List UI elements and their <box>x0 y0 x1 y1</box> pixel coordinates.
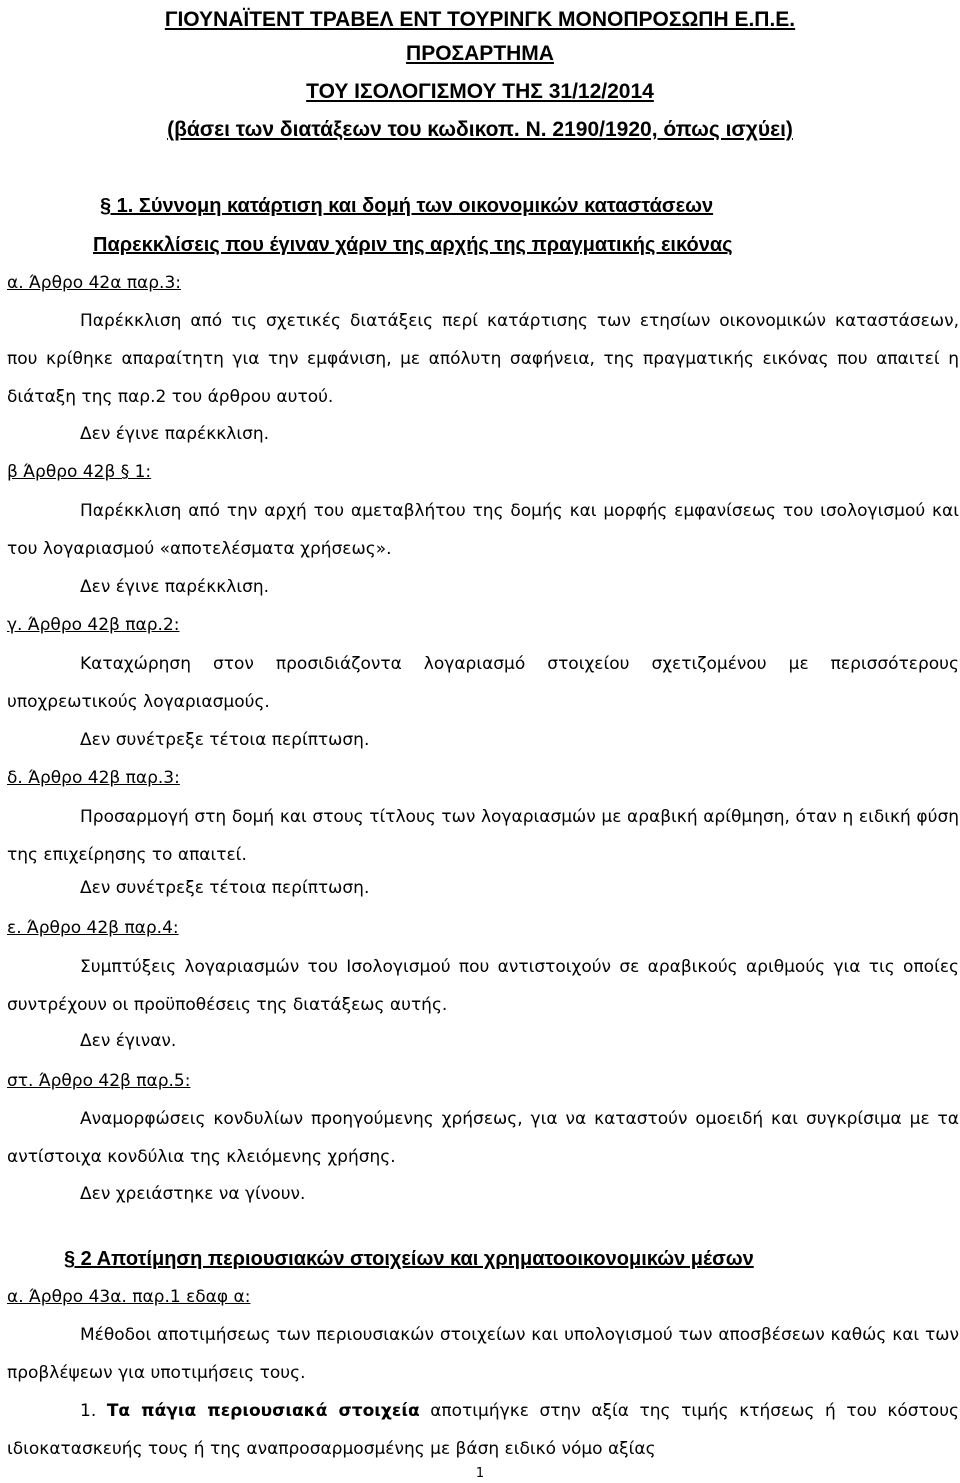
page-number: 1 <box>475 1466 485 1481</box>
item-f-text: Αναμορφώσεις κονδυλίων προηγούμενης χρήσεως, για να καταστούν ομοειδή και συγκρίσιμα με τα αντίστοιχα κονδύλια της κλειόμενης χρήσης. <box>7 1109 959 1167</box>
section-1-subtitle: Παρεκκλίσεις που έγιναν χάριν της αρχής της πραγματικής εικόνας <box>93 234 733 256</box>
section-2-item-a-heading: α. Άρθρο 43α. παρ.1 εδαφ α: <box>7 1287 251 1307</box>
item-b-text: Παρέκκλιση από την αρχή του αμεταβλήτου της δομής και μορφής εμφανίσεως του ισολογισμού και του λογαριασμού «αποτελέσματα χρήσεως». <box>7 501 959 559</box>
item-b-heading: β Άρθρο 42β § 1: <box>7 462 152 482</box>
fixed-assets-paragraph <box>7 1392 959 1468</box>
item-e-text: Συμπτύξεις λογαριασμών του Ισολογισμού που αντιστοιχούν σε αραβικούς αριθμούς για τις οποίες συντρέχουν οι προϋποθέσεις της διατάξεως αυτής. <box>7 957 959 1015</box>
item-f-heading: στ. Άρθρο 42β παρ.5: <box>7 1071 191 1091</box>
item-d-text: Προσαρμογή στη δομή και στους τίτλους των λογαριασμών με αραβική αρίθμηση, όταν η ειδική φύση της επιχείρησης το απαιτεί. <box>7 807 959 865</box>
legal-basis: (βάσει των διατάξεων του κωδικοπ. Ν. 2190/1920, όπως ισχύει) <box>167 118 793 141</box>
document-subtitle: ΤΟΥ ΙΣΟΛΟΓΙΣΜΟΥ ΤΗΣ 31/12/2014 <box>306 80 654 103</box>
company-name: ΓΙΟΥΝΑΪΤΕΝΤ ΤΡΑΒΕΛ ΕΝΤ ΤΟΥΡΙΝΓΚ ΜΟΝΟΠΡΟΣΩΠΗ Ε.Π.Ε. <box>164 8 796 31</box>
document-title: ΠΡΟΣΑΡΤΗΜΑ <box>406 42 554 65</box>
item-b-answer: Δεν έγινε παρέκκλιση. <box>80 577 270 597</box>
item-a-text: Παρέκκλιση από τις σχετικές διατάξεις περί κατάρτισης των ετησίων οικονομικών καταστάσεων, που κρίθηκε απαραίτητη για την εμφάνιση, με απόλυτη σαφήνεια, της πραγματικής εικόνας που απαιτεί η διάταξη της παρ.2 του άρθρου αυτού. <box>7 311 959 407</box>
item-a-heading: α. Άρθρο 42α παρ.3: <box>7 273 181 293</box>
section-2-title: § 2 Αποτίμηση περιουσιακών στοιχείων και χρηματοοικονομικών μέσων <box>64 1248 754 1270</box>
item-c-answer: Δεν συνέτρεξε τέτοια περίπτωση. <box>80 730 370 750</box>
section-1-title: § 1. Σύννομη κατάρτιση και δομή των οικονομικών καταστάσεων <box>100 195 714 217</box>
section-2-item-a-text: Μέθοδοι αποτιμήσεως των περιουσιακών στοιχείων και υπολογισμού των αποσβέσεων καθώς και των προβλέψεων για υποτιμήσεις τους. <box>7 1325 959 1383</box>
item-a-answer: Δεν έγινε παρέκκλιση. <box>80 424 270 444</box>
item-c-text: Καταχώρηση στον προσιδιάζοντα λογαριασμό στοιχείου σχετιζομένου με περισσότερους υποχρεωτικούς λογαριασμούς. <box>7 654 959 712</box>
item-e-heading: ε. Άρθρο 42β παρ.4: <box>7 918 179 938</box>
item-d-answer: Δεν συνέτρεξε τέτοια περίπτωση. <box>80 878 370 898</box>
fixed-assets-label: Τα πάγια περιουσιακά στοιχεία <box>106 1401 420 1421</box>
fixed-assets-number: 1. <box>80 1401 97 1421</box>
item-f-answer: Δεν χρειάστηκε να γίνουν. <box>80 1184 306 1204</box>
item-e-answer: Δεν έγιναν. <box>80 1031 177 1051</box>
item-d-heading: δ. Άρθρο 42β παρ.3: <box>7 768 180 788</box>
item-c-heading: γ. Άρθρο 42β παρ.2: <box>7 615 180 635</box>
fixed-assets-text: αποτιμήγκε στην αξία της τιμής κτήσεως ή του κόστους ιδιοκατασκευής τους ή της αναπροσαρμοσμένης με βάση ειδικό νόμο αξίας <box>7 1401 960 1459</box>
